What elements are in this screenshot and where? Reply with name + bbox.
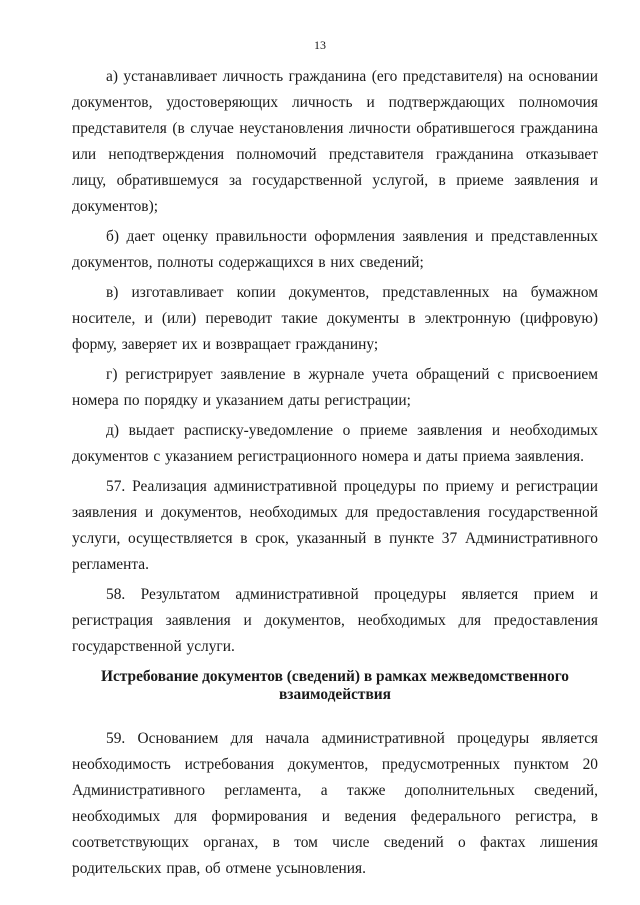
paragraph-d: д) выдает расписку-уведомление о приеме заявления и необходимых документов с указанием регистрационного номера и даты приема заявления.	[72, 422, 598, 465]
paragraph-58: 58. Результатом административной процедуры является прием и регистрация заявления и документов, необходимых для предоставления государственной услуги.	[72, 586, 598, 655]
paragraph-g: г) регистрирует заявление в журнале учета обращений с присвоением номера по порядку и указанием даты регистрации;	[72, 366, 598, 409]
page-content	[72, 64, 598, 886]
section-heading: Истребование документов (сведений) в рамках межведомственного взаимодействия	[100, 668, 569, 703]
paragraph-59: 59. Основанием для начала административной процедуры является необходимость истребования документов, предусмотренных пунктом 20 Административного регламента, а также дополнительных сведений, необходимых для формирования и ведения федерального регистра, в соответствующих органах, в том числе сведений о фактах лишения родительских прав, об отмене усыновления.	[72, 730, 598, 877]
paragraph-b: б) дает оценку правильности оформления заявления и представленных документов, полноты содержащихся в них сведений;	[72, 228, 598, 271]
paragraph-v: в) изготавливает копии документов, представленных на бумажном носителе, и (или) переводит такие документы в электронную (цифровую) форму, заверяет их и возвращает гражданину;	[72, 284, 598, 353]
paragraph-57: 57. Реализация административной процедуры по приему и регистрации заявления и документов, необходимых для предоставления государственной услуги, осуществляется в срок, указанный в пункте 37 Административного регламента.	[72, 478, 598, 573]
page-number: 13	[314, 38, 326, 52]
paragraph-a: а) устанавливает личность гражданина (его представителя) на основании документов, удостоверяющих личность и подтверждающих полномочия представителя (в случае неустановления личности обратившегося гражданина или неподтверждения полномочий представителя гражданина отказывает лицу, обратившемуся за государственной услугой, в приеме заявления и документов);	[72, 68, 598, 215]
